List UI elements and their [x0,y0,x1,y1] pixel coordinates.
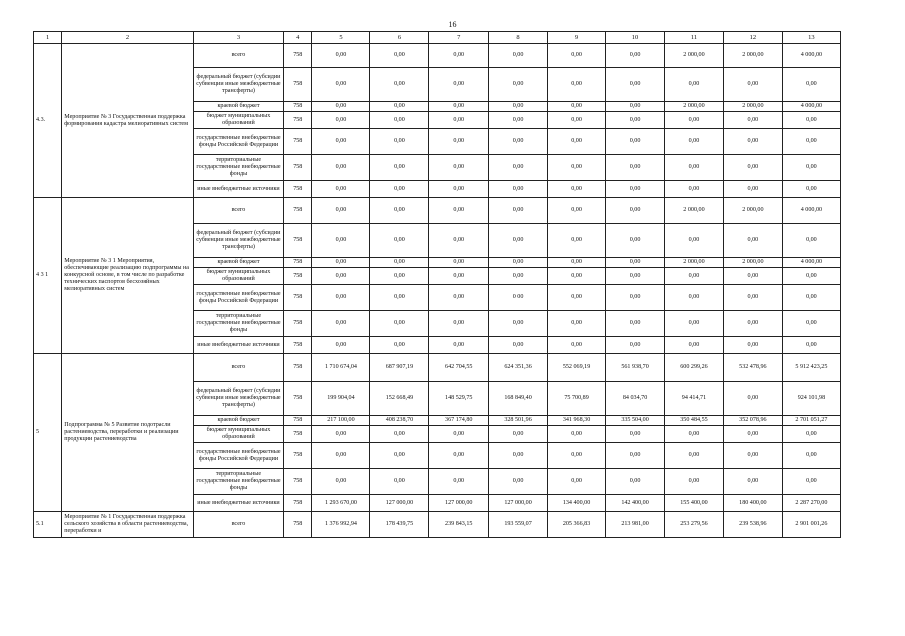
grbs-code-cell: 758 [284,102,312,112]
year-amount-cell: 0,00 [312,224,370,258]
funding-source: всего [193,198,283,224]
year-amount-cell: 0,00 [370,268,429,285]
grbs-code-cell: 758 [284,258,312,268]
year-amount-cell: 0,00 [606,129,665,155]
year-amount-cell: 0,00 [370,285,429,311]
year-amount-cell: 0,00 [548,311,606,337]
year-amount-cell: 0,00 [548,155,606,181]
total-cell: 0,00 [782,443,840,469]
grbs-code-cell: 758 [284,382,312,416]
year-amount-cell: 0,00 [370,181,429,198]
grbs-code-cell: 758 [284,268,312,285]
year-amount-cell: 0,00 [370,443,429,469]
year-amount-cell: 193 559,07 [489,512,548,538]
table-row [34,44,841,68]
year-amount-cell: 75 700,89 [548,382,606,416]
year-amount-cell: 0,00 [370,44,429,68]
column-header: 7 [429,32,489,44]
year-amount-cell: 0,00 [429,198,489,224]
column-header: 12 [723,32,782,44]
year-amount-cell: 0,00 [429,285,489,311]
column-header: 5 [312,32,370,44]
year-amount-cell: 600 299,26 [665,354,724,382]
year-amount-cell: 205 366,83 [548,512,606,538]
column-header: 6 [370,32,429,44]
year-amount-cell: 0,00 [606,337,665,354]
year-amount-cell: 0,00 [312,285,370,311]
total-cell: 0,00 [782,268,840,285]
column-header: 11 [665,32,724,44]
year-amount-cell: 0,00 [429,268,489,285]
item-code: 5.1 [34,512,62,538]
year-amount-cell: 0,00 [489,68,548,102]
funding-source: государственные внебюджетные фонды Российской Федерации [193,129,283,155]
year-amount-cell: 217 100,00 [312,416,370,426]
year-amount-cell: 2 000,00 [665,102,724,112]
year-amount-cell: 0,00 [723,382,782,416]
year-amount-cell: 0,00 [370,198,429,224]
total-cell: 2 287 270,00 [782,495,840,512]
funding-source: государственные внебюджетные фонды Российской Федерации [193,443,283,469]
year-amount-cell: 0,00 [665,129,724,155]
total-cell: 0,00 [782,426,840,443]
total-cell: 0,00 [782,129,840,155]
year-amount-cell: 0,00 [370,68,429,102]
item-code: 4 3 1 [34,198,62,354]
year-amount-cell: 0,00 [370,102,429,112]
column-header: 1 [34,32,62,44]
year-amount-cell: 0,00 [429,102,489,112]
year-amount-cell: 213 981,00 [606,512,665,538]
year-amount-cell: 0,00 [312,426,370,443]
year-amount-cell: 0,00 [548,181,606,198]
total-cell: 0,00 [782,155,840,181]
year-amount-cell: 0,00 [548,426,606,443]
year-amount-cell: 0,00 [429,258,489,268]
total-cell: 0,00 [782,68,840,102]
year-amount-cell: 0,00 [429,469,489,495]
year-amount-cell: 561 938,70 [606,354,665,382]
year-amount-cell: 0,00 [548,285,606,311]
year-amount-cell: 2 000,00 [665,258,724,268]
year-amount-cell: 0,00 [370,258,429,268]
column-header: 9 [548,32,606,44]
year-amount-cell: 0,00 [723,285,782,311]
year-amount-cell: 0,00 [429,68,489,102]
year-amount-cell: 0,00 [606,426,665,443]
year-amount-cell: 0,00 [370,337,429,354]
year-amount-cell: 0,00 [370,469,429,495]
total-cell: 0,00 [782,112,840,129]
funding-source: территориальные государственные внебюджетные фонды [193,311,283,337]
total-cell: 0,00 [782,181,840,198]
year-amount-cell: 0,00 [312,198,370,224]
year-amount-cell: 2 000,00 [665,198,724,224]
total-cell: 0,00 [782,311,840,337]
year-amount-cell: 239 843,15 [429,512,489,538]
grbs-code-cell: 758 [284,181,312,198]
item-code: 5 [34,354,62,512]
year-amount-cell: 0,00 [489,443,548,469]
year-amount-cell: 0,00 [489,258,548,268]
year-amount-cell: 0,00 [548,337,606,354]
year-amount-cell: 552 069,19 [548,354,606,382]
year-amount-cell: 253 279,56 [665,512,724,538]
year-amount-cell: 0,00 [489,181,548,198]
year-amount-cell: 350 484,55 [665,416,724,426]
year-amount-cell: 0,00 [548,268,606,285]
year-amount-cell: 94 414,71 [665,382,724,416]
year-amount-cell: 0,00 [723,68,782,102]
column-header: 3 [193,32,283,44]
total-cell: 0,00 [782,224,840,258]
year-amount-cell: 0,00 [665,112,724,129]
grbs-code-cell: 758 [284,155,312,181]
year-amount-cell: 0,00 [312,155,370,181]
year-amount-cell: 0,00 [429,112,489,129]
year-amount-cell: 2 000,00 [723,198,782,224]
funding-source: иные внебюджетные источники [193,495,283,512]
grbs-code-cell: 758 [284,426,312,443]
year-amount-cell: 0,00 [429,155,489,181]
year-amount-cell: 0,00 [723,426,782,443]
year-amount-cell: 0,00 [312,311,370,337]
year-amount-cell: 0 00 [489,285,548,311]
grbs-code-cell: 758 [284,112,312,129]
year-amount-cell: 0,00 [489,155,548,181]
funding-source: федеральный бюджет (субсидии субвенции иные межбюджетные трансферты) [193,68,283,102]
year-amount-cell: 0,00 [665,268,724,285]
total-cell: 924 101,98 [782,382,840,416]
grbs-code-cell: 758 [284,495,312,512]
column-header: 8 [489,32,548,44]
year-amount-cell: 0,00 [723,443,782,469]
year-amount-cell: 0,00 [312,68,370,102]
year-amount-cell: 0,00 [312,181,370,198]
year-amount-cell: 0,00 [312,102,370,112]
year-amount-cell: 0,00 [665,224,724,258]
year-amount-cell: 341 968,30 [548,416,606,426]
funding-source: бюджет муниципальных образований [193,426,283,443]
year-amount-cell: 0,00 [312,268,370,285]
year-amount-cell: 84 034,70 [606,382,665,416]
year-amount-cell: 0,00 [606,443,665,469]
year-amount-cell: 532 478,96 [723,354,782,382]
grbs-code-cell: 758 [284,416,312,426]
item-title: Мероприятие № 3 1 Мероприятия, обеспечивающие реализацию подпрограммы на конкурсной основе, в том числе по разработке технических паспортов бесхозяйных мелиоративных систем [62,198,194,354]
grbs-code-cell: 758 [284,512,312,538]
year-amount-cell: 0,00 [489,311,548,337]
year-amount-cell: 0,00 [606,258,665,268]
total-cell: 0,00 [782,469,840,495]
year-amount-cell: 0,00 [665,181,724,198]
total-cell: 4 000,00 [782,258,840,268]
year-amount-cell: 0,00 [312,337,370,354]
year-amount-cell: 0,00 [489,426,548,443]
funding-source: краевой бюджет [193,416,283,426]
item-title: Мероприятие № 3 Государственная поддержка формирования кадастра мелиоративных систем [62,44,194,198]
year-amount-cell: 642 704,55 [429,354,489,382]
year-amount-cell: 0,00 [723,224,782,258]
year-amount-cell: 0,00 [606,198,665,224]
year-amount-cell: 0,00 [548,112,606,129]
year-amount-cell: 0,00 [489,44,548,68]
year-amount-cell: 328 501,96 [489,416,548,426]
table-row [34,512,841,538]
funding-source: иные внебюджетные источники [193,337,283,354]
budget-table [33,31,841,538]
year-amount-cell: 168 849,40 [489,382,548,416]
year-amount-cell: 0,00 [370,311,429,337]
grbs-code-cell: 758 [284,337,312,354]
year-amount-cell: 178 439,75 [370,512,429,538]
year-amount-cell: 0,00 [665,337,724,354]
year-amount-cell: 180 400,00 [723,495,782,512]
year-amount-cell: 0,00 [723,112,782,129]
year-amount-cell: 0,00 [312,443,370,469]
funding-source: всего [193,44,283,68]
year-amount-cell: 1 710 674,04 [312,354,370,382]
total-cell: 4 000,00 [782,102,840,112]
page-number: 16 [448,20,457,29]
year-amount-cell: 0,00 [489,198,548,224]
grbs-code-cell: 758 [284,68,312,102]
year-amount-cell: 2 000,00 [723,44,782,68]
year-amount-cell: 0,00 [489,268,548,285]
year-amount-cell: 0,00 [429,311,489,337]
item-title: Мероприятие № 1 Государственная поддержка сельского хозяйства в области растениеводства, переработки и [62,512,194,538]
year-amount-cell: 1 376 992,94 [312,512,370,538]
year-amount-cell: 0,00 [429,443,489,469]
year-amount-cell: 0,00 [429,426,489,443]
column-number-row [34,32,841,44]
grbs-code-cell: 758 [284,311,312,337]
year-amount-cell: 0,00 [606,224,665,258]
year-amount-cell: 127 000,00 [489,495,548,512]
funding-source: территориальные государственные внебюджетные фонды [193,469,283,495]
year-amount-cell: 0,00 [489,129,548,155]
total-cell: 0,00 [782,337,840,354]
year-amount-cell: 0,00 [548,258,606,268]
year-amount-cell: 0,00 [312,129,370,155]
year-amount-cell: 0,00 [665,311,724,337]
funding-source: бюджет муниципальных образований [193,268,283,285]
grbs-code-cell: 758 [284,44,312,68]
year-amount-cell: 0,00 [665,469,724,495]
year-amount-cell: 0,00 [370,129,429,155]
year-amount-cell: 0,00 [548,44,606,68]
funding-source: федеральный бюджет (субсидии субвенции иные межбюджетные трансферты) [193,382,283,416]
total-cell: 4 000,00 [782,44,840,68]
year-amount-cell: 0,00 [548,68,606,102]
year-amount-cell: 0,00 [665,426,724,443]
grbs-code-cell: 758 [284,469,312,495]
year-amount-cell: 352 078,96 [723,416,782,426]
year-amount-cell: 0,00 [489,224,548,258]
year-amount-cell: 0,00 [370,224,429,258]
year-amount-cell: 2 000,00 [723,258,782,268]
year-amount-cell: 142 400,00 [606,495,665,512]
year-amount-cell: 0,00 [606,112,665,129]
year-amount-cell: 0,00 [312,44,370,68]
year-amount-cell: 0,00 [312,469,370,495]
funding-source: государственные внебюджетные фонды Российской Федерации [193,285,283,311]
year-amount-cell: 624 351,36 [489,354,548,382]
year-amount-cell: 0,00 [606,268,665,285]
table-row [34,354,841,382]
total-cell: 2 901 001,26 [782,512,840,538]
year-amount-cell: 0,00 [606,311,665,337]
year-amount-cell: 2 000,00 [723,102,782,112]
funding-source: краевой бюджет [193,102,283,112]
total-cell: 5 912 423,25 [782,354,840,382]
year-amount-cell: 0,00 [723,337,782,354]
year-amount-cell: 0,00 [548,224,606,258]
year-amount-cell: 0,00 [723,268,782,285]
column-header: 2 [62,32,194,44]
year-amount-cell: 0,00 [370,112,429,129]
year-amount-cell: 0,00 [665,155,724,181]
column-header: 13 [782,32,840,44]
item-code: 4.3. [34,44,62,198]
year-amount-cell: 0,00 [723,181,782,198]
year-amount-cell: 0,00 [723,469,782,495]
year-amount-cell: 127 000,00 [370,495,429,512]
funding-source: всего [193,512,283,538]
total-cell: 2 701 051,27 [782,416,840,426]
year-amount-cell: 0,00 [548,443,606,469]
year-amount-cell: 0,00 [606,68,665,102]
year-amount-cell: 0,00 [489,469,548,495]
year-amount-cell: 0,00 [370,155,429,181]
year-amount-cell: 0,00 [429,44,489,68]
year-amount-cell: 0,00 [548,129,606,155]
year-amount-cell: 0,00 [606,469,665,495]
year-amount-cell: 127 000,00 [429,495,489,512]
year-amount-cell: 0,00 [606,181,665,198]
year-amount-cell: 2 000,00 [665,44,724,68]
year-amount-cell: 199 904,04 [312,382,370,416]
grbs-code-cell: 758 [284,443,312,469]
year-amount-cell: 0,00 [429,129,489,155]
item-title: Подпрограмма № 5 Развитие подотрасли растениеводства, переработки и реализации продукции растениеводства [62,354,194,512]
year-amount-cell: 0,00 [606,102,665,112]
year-amount-cell: 134 400,00 [548,495,606,512]
grbs-code-cell: 758 [284,129,312,155]
column-header: 10 [606,32,665,44]
year-amount-cell: 687 907,19 [370,354,429,382]
year-amount-cell: 0,00 [548,198,606,224]
year-amount-cell: 0,00 [489,102,548,112]
grbs-code-cell: 758 [284,354,312,382]
total-cell: 4 000,00 [782,198,840,224]
year-amount-cell: 0,00 [723,155,782,181]
funding-source: всего [193,354,283,382]
year-amount-cell: 0,00 [665,68,724,102]
column-header: 4 [284,32,312,44]
year-amount-cell: 0,00 [606,155,665,181]
year-amount-cell: 1 293 670,00 [312,495,370,512]
year-amount-cell: 152 668,49 [370,382,429,416]
year-amount-cell: 0,00 [370,426,429,443]
funding-source: иные внебюджетные источники [193,181,283,198]
year-amount-cell: 0,00 [606,44,665,68]
year-amount-cell: 0,00 [429,224,489,258]
year-amount-cell: 0,00 [665,443,724,469]
year-amount-cell: 367 174,80 [429,416,489,426]
year-amount-cell: 0,00 [548,102,606,112]
year-amount-cell: 0,00 [723,129,782,155]
year-amount-cell: 0,00 [665,285,724,311]
funding-source: бюджет муниципальных образований [193,112,283,129]
year-amount-cell: 0,00 [429,337,489,354]
year-amount-cell: 335 504,00 [606,416,665,426]
year-amount-cell: 155 400,00 [665,495,724,512]
total-cell: 0,00 [782,285,840,311]
grbs-code-cell: 758 [284,198,312,224]
year-amount-cell: 239 538,96 [723,512,782,538]
year-amount-cell: 0,00 [489,112,548,129]
year-amount-cell: 0,00 [606,285,665,311]
year-amount-cell: 0,00 [429,181,489,198]
year-amount-cell: 0,00 [489,337,548,354]
grbs-code-cell: 758 [284,224,312,258]
year-amount-cell: 408 238,70 [370,416,429,426]
grbs-code-cell: 758 [284,285,312,311]
funding-source: территориальные государственные внебюджетные фонды [193,155,283,181]
year-amount-cell: 0,00 [723,311,782,337]
year-amount-cell: 0,00 [548,469,606,495]
table-row [34,198,841,224]
year-amount-cell: 0,00 [312,258,370,268]
funding-source: федеральный бюджет (субсидии субвенции иные межбюджетные трансферты) [193,224,283,258]
year-amount-cell: 0,00 [312,112,370,129]
year-amount-cell: 148 529,75 [429,382,489,416]
funding-source: краевой бюджет [193,258,283,268]
